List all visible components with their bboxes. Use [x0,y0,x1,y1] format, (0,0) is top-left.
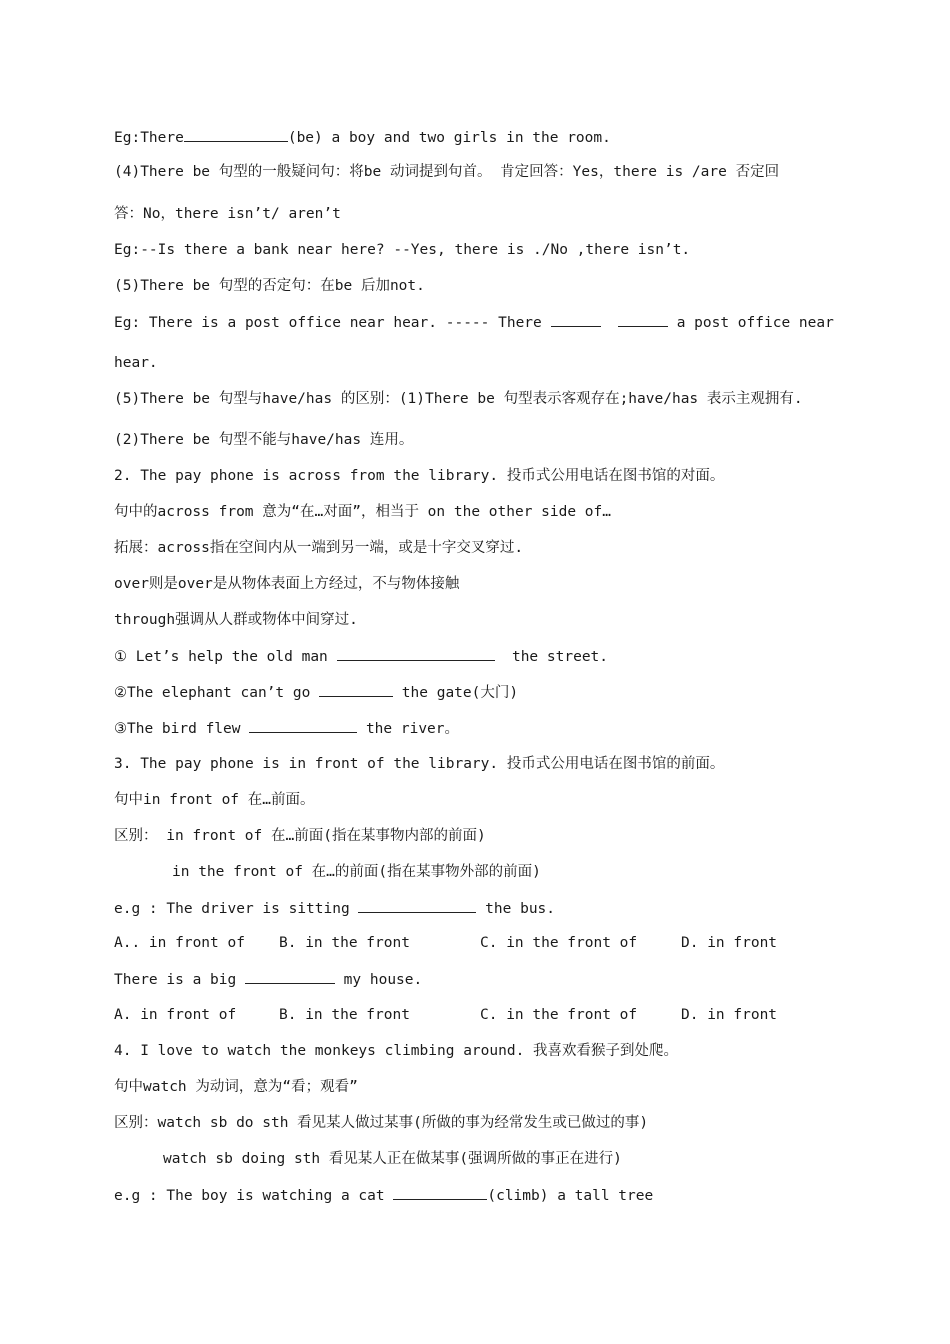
text: my house. [334,972,423,988]
option-a: A.. in front of [114,935,245,951]
in-front-of-meaning: 句中in front of 在…前面。 [114,792,315,808]
section-3-title: 3. The pay phone is in front of the library. 投币式公用电话在图书馆的前面。 [114,756,725,772]
option-d: D. in front [681,1007,778,1023]
example-there-be-blank [114,127,611,148]
difference-in-front-of: 区别： in front of 在…前面(指在某事物内部的前面) [114,828,486,844]
option-d: D. in front [681,935,778,951]
over-explanation: over则是over是从物体表面上方经过，不与物体接触 [114,576,460,592]
answer-blank [393,1185,487,1200]
answer-blank [618,312,668,327]
answer-blank [249,718,357,733]
answer-blank [551,312,601,327]
text: a post office near [667,315,834,331]
exercise-2 [114,682,518,703]
rule-answers: 答：No，there isn’t/ aren’t [114,206,341,222]
section-4-title: 4. I love to watch the monkeys climbing around. 我喜欢看猴子到处爬。 [114,1043,679,1059]
text: (climb) a tall tree [487,1188,654,1204]
exercise-house [114,969,422,990]
answer-blank [358,898,476,913]
text: e.g : The boy is watching a cat [114,1188,394,1204]
through-explanation: through强调从人群或物体中间穿过. [114,612,358,628]
exercise-1 [114,646,608,667]
answer-blank [184,127,288,142]
example-post-office-cont: hear. [114,355,158,371]
option-a: A. in front of [114,1007,237,1023]
text: ③The bird flew [114,721,250,737]
text: There is a big [114,972,245,988]
section-2-title: 2. The pay phone is across from the library. 投币式公用电话在图书馆的对面。 [114,468,725,484]
text: Eg:There [114,130,184,146]
watch-meaning: 句中watch 为动词，意为“看；观看” [114,1079,358,1095]
text: the street. [494,649,609,665]
option-c: C. in the front of [480,935,638,951]
rule-general-question: (4)There be 句型的一般疑问句：将be 动词提到句首。 肯定回答：Yes，there is /are 否定回 [114,164,780,180]
option-b: B. in the front [279,1007,410,1023]
rule-have-has-not-together: (2)There be 句型不能与have/has 连用。 [114,432,414,448]
option-c: C. in the front of [480,1007,638,1023]
answer-blank [337,646,495,661]
option-b: B. in the front [279,935,410,951]
text: (be) a boy and two girls in the room. [287,130,611,146]
text: the bus. [476,901,556,917]
difference-in-the-front-of: in the front of 在…的前面(指在某事物外部的前面) [172,864,541,880]
exercise-climb [114,1185,653,1206]
example-bank: Eg:--Is there a bank near here? --Yes, there is ./No ,there isn’t. [114,242,691,258]
text: ②The elephant can’t go [114,685,320,701]
text [601,315,618,331]
watch-doing-difference: watch sb doing sth 看见某人正在做某事(强调所做的事正在进行) [163,1151,622,1167]
text: ① Let’s help the old man [114,649,337,665]
exercise-driver [114,898,555,919]
text: e.g : The driver is sitting [114,901,359,917]
text: the river。 [357,721,460,737]
answer-blank [245,969,335,984]
across-from-meaning: 句中的across from 意为“在…对面”，相当于 on the other side of… [114,504,611,520]
rule-have-has-diff: (5)There be 句型与have/has 的区别：(1)There be 句型表示客观存在;have/has 表示主观拥有. [114,391,803,407]
watch-do-difference: 区别：watch sb do sth 看见某人做过某事(所做的事为经常发生或已做过的事) [114,1115,649,1131]
answer-blank [319,682,393,697]
example-post-office [114,312,834,333]
rule-negative: (5)There be 句型的否定句：在be 后加not. [114,278,425,294]
exercise-3 [114,718,459,739]
text: Eg: There is a post office near hear. ----- There [114,315,551,331]
across-extension: 拓展：across指在空间内从一端到另一端，或是十字交叉穿过. [114,540,524,556]
text: the gate(大门) [393,685,519,701]
